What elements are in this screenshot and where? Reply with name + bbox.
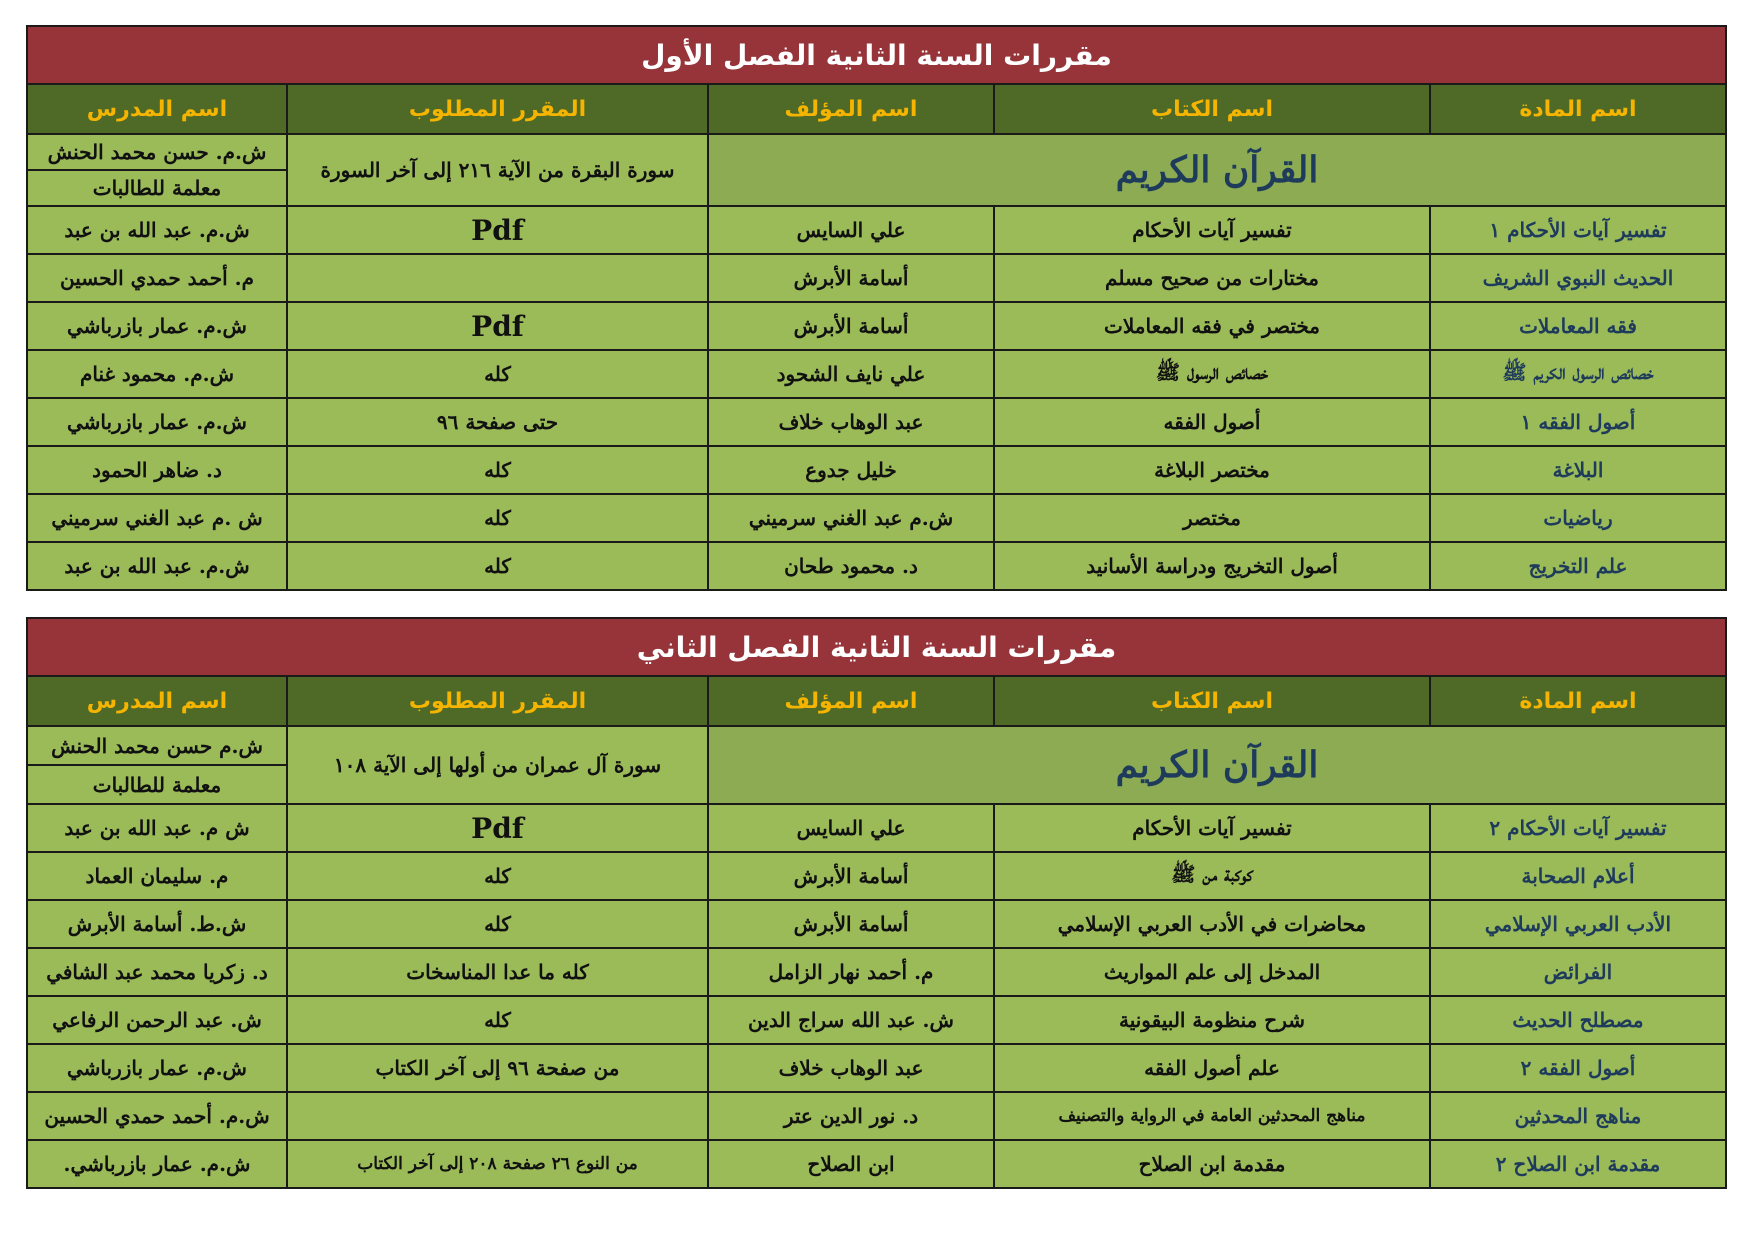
- table-row: [27, 1092, 1726, 1140]
- header-author: اسم المؤلف: [708, 676, 994, 726]
- subject-cell: تفسير آيات الأحكام ١: [1430, 206, 1726, 254]
- teacher-cell: ش.ط. أسامة الأبرش: [27, 900, 287, 948]
- table-row: [27, 900, 1726, 948]
- teacher-cell: ش .م عبد الغني سرميني: [27, 494, 287, 542]
- portion-cell: Pdf: [287, 206, 708, 254]
- portion-cell: كله: [287, 900, 708, 948]
- book-cell: مناهج المحدثين العامة في الرواية والتصنيف: [994, 1092, 1430, 1140]
- header-teacher: اسم المدرس: [27, 676, 287, 726]
- book-cell: تفسير آيات الأحكام: [994, 206, 1430, 254]
- table-row: [27, 1140, 1726, 1188]
- book-cell: المدخل إلى علم المواريث: [994, 948, 1430, 996]
- semester-1-title: مقررات السنة الثانية الفصل الأول: [27, 26, 1726, 84]
- book-cell: تفسير آيات الأحكام: [994, 804, 1430, 852]
- table-row: [27, 398, 1726, 446]
- book-cell: مختصر في فقه المعاملات: [994, 302, 1430, 350]
- subject-cell: رياضيات: [1430, 494, 1726, 542]
- semester-2-table: [26, 617, 1727, 1189]
- teacher-cell: م. أحمد حمدي الحسين: [27, 254, 287, 302]
- portion-cell: Pdf: [287, 804, 708, 852]
- subject-cell: خصائص الرسول الكريم ﷺ: [1430, 350, 1726, 398]
- author-cell: ش.م عبد الغني سرميني: [708, 494, 994, 542]
- book-cell: أصول التخريج ودراسة الأسانيد: [994, 542, 1430, 590]
- table-row: [27, 948, 1726, 996]
- table-row: [27, 494, 1726, 542]
- teacher-cell: ش. عبد الرحمن الرفاعي: [27, 996, 287, 1044]
- subject-cell: علم التخريج: [1430, 542, 1726, 590]
- portion-cell: من النوع ٢٦ صفحة ٢٠٨ إلى آخر الكتاب: [287, 1140, 708, 1188]
- subject-cell: مناهج المحدثين: [1430, 1092, 1726, 1140]
- header-book: اسم الكتاب: [994, 84, 1430, 134]
- quran-teacher-cell: [27, 134, 287, 206]
- quran-portion: سورة آل عمران من أولها إلى الآية ١٠٨: [287, 726, 708, 804]
- header-portion: المقرر المطلوب: [287, 84, 708, 134]
- book-cell: خصائص الرسول ﷺ: [994, 350, 1430, 398]
- book-cell: علم أصول الفقه: [994, 1044, 1430, 1092]
- author-cell: ش. عبد الله سراج الدين: [708, 996, 994, 1044]
- semester-2-title: مقررات السنة الثانية الفصل الثاني: [27, 618, 1726, 676]
- book-cell: مقدمة ابن الصلاح: [994, 1140, 1430, 1188]
- quran-label: القرآن الكريم: [708, 726, 1726, 804]
- portion-cell: كله: [287, 446, 708, 494]
- header-subject: اسم المادة: [1430, 676, 1726, 726]
- author-cell: علي السايس: [708, 804, 994, 852]
- header-portion: المقرر المطلوب: [287, 676, 708, 726]
- header-teacher: اسم المدرس: [27, 84, 287, 134]
- book-cell: محاضرات في الأدب العربي الإسلامي: [994, 900, 1430, 948]
- semester-2-table-block: [28, 617, 1727, 1189]
- subject-cell: الأدب العربي الإسلامي: [1430, 900, 1726, 948]
- table-row: [27, 302, 1726, 350]
- table-row: [27, 350, 1726, 398]
- teacher-cell: ش.م. محمود غنام: [27, 350, 287, 398]
- subject-cell: فقه المعاملات: [1430, 302, 1726, 350]
- subject-cell: البلاغة: [1430, 446, 1726, 494]
- quran-teacher-note: معلمة للطالبات: [28, 169, 286, 205]
- table-row: [27, 852, 1726, 900]
- subject-cell: تفسير آيات الأحكام ٢: [1430, 804, 1726, 852]
- book-cell: مختصر: [994, 494, 1430, 542]
- portion-cell: كله: [287, 852, 708, 900]
- semester-1-table: [26, 25, 1727, 591]
- book-cell: كوكبة من ﷺ: [994, 852, 1430, 900]
- header-author: اسم المؤلف: [708, 84, 994, 134]
- portion-cell: من صفحة ٩٦ إلى آخر الكتاب: [287, 1044, 708, 1092]
- author-cell: أسامة الأبرش: [708, 254, 994, 302]
- author-cell: أسامة الأبرش: [708, 852, 994, 900]
- teacher-cell: ش م. عبد الله بن عبد: [27, 804, 287, 852]
- table-row: [27, 804, 1726, 852]
- table-row: [27, 446, 1726, 494]
- portion-cell: كله: [287, 350, 708, 398]
- author-cell: علي نايف الشحود: [708, 350, 994, 398]
- author-cell: علي السايس: [708, 206, 994, 254]
- teacher-cell: ش.م. عمار بازرباشي.: [27, 1140, 287, 1188]
- quran-teacher-cell: [27, 726, 287, 804]
- book-cell: شرح منظومة البيقونية: [994, 996, 1430, 1044]
- teacher-cell: ش.م. عمار بازرباشي: [27, 302, 287, 350]
- teacher-cell: د. زكريا محمد عبد الشافي: [27, 948, 287, 996]
- table-row: [27, 542, 1726, 590]
- teacher-cell: ش.م. عبد الله بن عبد: [27, 542, 287, 590]
- quran-portion: سورة البقرة من الآية ٢١٦ إلى آخر السورة: [287, 134, 708, 206]
- subject-cell: مصطلح الحديث: [1430, 996, 1726, 1044]
- quran-teacher-name: ش.م حسن محمد الحنش: [51, 733, 263, 758]
- quran-teacher-name: ش.م. حسن محمد الحنش: [47, 140, 267, 164]
- table-row: [27, 1044, 1726, 1092]
- table-row: [27, 206, 1726, 254]
- portion-cell: [287, 254, 708, 302]
- teacher-cell: ش.م. أحمد حمدي الحسين: [27, 1092, 287, 1140]
- book-cell: مختصر البلاغة: [994, 446, 1430, 494]
- subject-cell: الحديث النبوي الشريف: [1430, 254, 1726, 302]
- quran-teacher-note: معلمة للطالبات: [28, 764, 286, 803]
- author-cell: د. نور الدين عتر: [708, 1092, 994, 1140]
- portion-cell: كله: [287, 996, 708, 1044]
- quran-row: [27, 134, 1726, 206]
- author-cell: خليل جدوع: [708, 446, 994, 494]
- teacher-cell: ش.م. عمار بازرباشي: [27, 398, 287, 446]
- header-subject: اسم المادة: [1430, 84, 1726, 134]
- author-cell: عبد الوهاب خلاف: [708, 1044, 994, 1092]
- portion-cell: كله ما عدا المناسخات: [287, 948, 708, 996]
- author-cell: عبد الوهاب خلاف: [708, 398, 994, 446]
- portion-cell: كله: [287, 542, 708, 590]
- teacher-cell: ش.م. عبد الله بن عبد: [27, 206, 287, 254]
- author-cell: ابن الصلاح: [708, 1140, 994, 1188]
- book-cell: مختارات من صحيح مسلم: [994, 254, 1430, 302]
- author-cell: م. أحمد نهار الزامل: [708, 948, 994, 996]
- teacher-cell: م. سليمان العماد: [27, 852, 287, 900]
- table-row: [27, 254, 1726, 302]
- portion-cell: [287, 1092, 708, 1140]
- subject-cell: أعلام الصحابة: [1430, 852, 1726, 900]
- table-row: [27, 996, 1726, 1044]
- author-cell: أسامة الأبرش: [708, 302, 994, 350]
- semester-1-table-block: [28, 25, 1727, 591]
- teacher-cell: د. ضاهر الحمود: [27, 446, 287, 494]
- quran-row: [27, 726, 1726, 804]
- subject-cell: الفرائض: [1430, 948, 1726, 996]
- book-cell: أصول الفقه: [994, 398, 1430, 446]
- portion-cell: كله: [287, 494, 708, 542]
- portion-cell: حتى صفحة ٩٦: [287, 398, 708, 446]
- author-cell: د. محمود طحان: [708, 542, 994, 590]
- quran-label: القرآن الكريم: [708, 134, 1726, 206]
- author-cell: أسامة الأبرش: [708, 900, 994, 948]
- subject-cell: أصول الفقه ١: [1430, 398, 1726, 446]
- subject-cell: أصول الفقه ٢: [1430, 1044, 1726, 1092]
- subject-cell: مقدمة ابن الصلاح ٢: [1430, 1140, 1726, 1188]
- portion-cell: Pdf: [287, 302, 708, 350]
- teacher-cell: ش.م. عمار بازرباشي: [27, 1044, 287, 1092]
- header-book: اسم الكتاب: [994, 676, 1430, 726]
